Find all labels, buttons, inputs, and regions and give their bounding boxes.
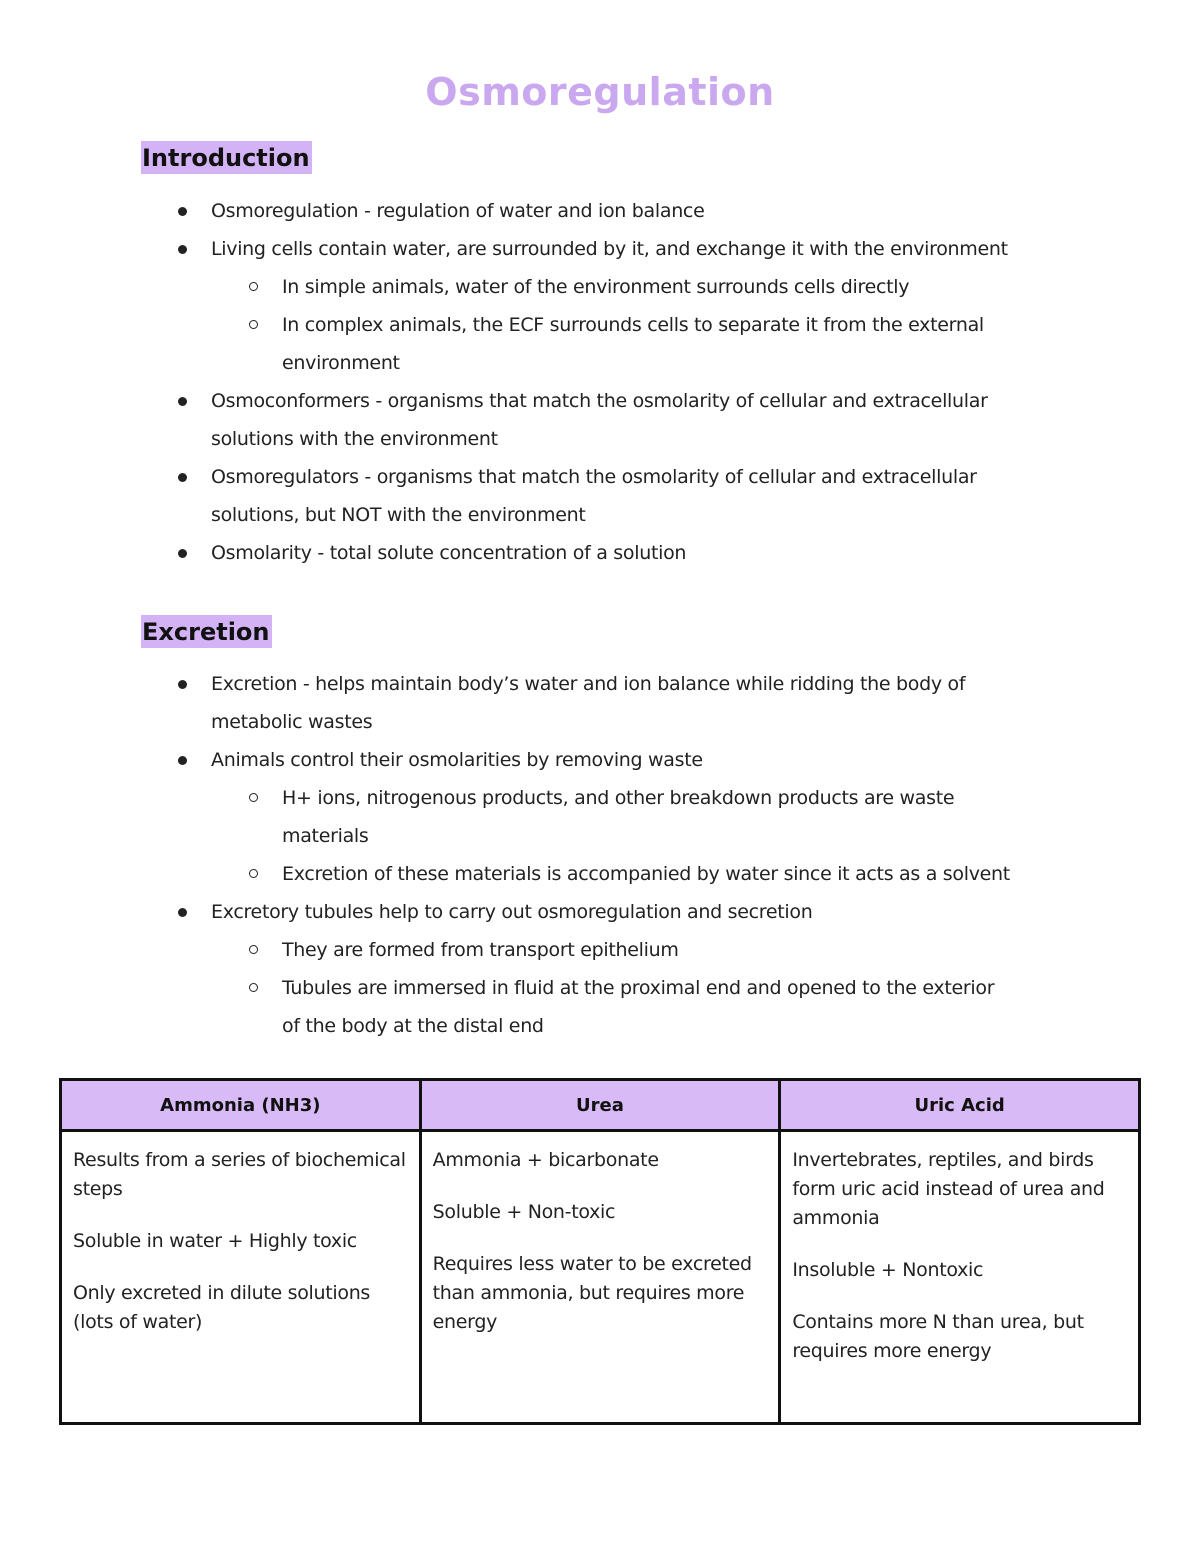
sub-list (211, 268, 1070, 382)
list-item-text: Osmolarity - total solute concentration of a solution (211, 542, 687, 564)
cell-paragraph: Requires less water to be excreted than ammonia, but requires more energy (432, 1253, 752, 1333)
bullet-icon (178, 207, 187, 216)
introduction-list (0, 192, 1200, 572)
sub-list-item-text: Excretion of these materials is accompanied by water since it acts as a solvent (282, 863, 1010, 885)
cell-paragraph: Soluble + Non-toxic (432, 1201, 616, 1223)
introduction-heading: Introduction (141, 141, 312, 174)
list-item (0, 192, 1200, 230)
table-header-urea: Urea (420, 1080, 780, 1131)
cell-paragraph: Contains more N than urea, but requires more energy (792, 1311, 1084, 1362)
sub-list-item-text: In complex animals, the ECF surrounds cells to separate it from the external (282, 314, 984, 336)
sub-list-item (211, 969, 1070, 1045)
list-item-text: Excretion - helps maintain body’s water and ion balance while ridding the body of (211, 673, 966, 695)
list-item-text: solutions with the environment (211, 428, 498, 450)
sub-list-item-text: In simple animals, water of the environment surrounds cells directly (282, 276, 910, 298)
list-item (0, 665, 1200, 741)
list-item (0, 741, 1200, 893)
hollow-bullet-icon (249, 869, 258, 878)
cell-paragraph: Invertebrates, reptiles, and birds form uric acid instead of urea and ammonia (792, 1149, 1105, 1229)
bullet-icon (178, 397, 187, 406)
sub-list-item-text: environment (282, 352, 400, 374)
list-item (0, 893, 1200, 1045)
list-item-text: Osmoregulation - regulation of water and ion balance (211, 200, 705, 222)
list-item-text: solutions, but NOT with the environment (211, 504, 586, 526)
nitrogenous-waste-table (59, 1078, 1141, 1425)
bullet-icon (178, 680, 187, 689)
table-row (61, 1131, 1140, 1424)
cell-paragraph: Ammonia + bicarbonate (432, 1149, 659, 1171)
excretion-heading: Excretion (141, 615, 272, 648)
excretion-list (0, 665, 1200, 1045)
list-item (0, 230, 1200, 382)
hollow-bullet-icon (249, 945, 258, 954)
list-item (0, 458, 1200, 534)
sub-list-item-text: Tubules are immersed in fluid at the proximal end and opened to the exterior (282, 977, 995, 999)
hollow-bullet-icon (249, 983, 258, 992)
list-item-text: Osmoregulators - organisms that match the osmolarity of cellular and extracellular (211, 466, 977, 488)
table-cell-ammonia (61, 1131, 421, 1424)
sub-list (211, 779, 1070, 893)
sub-list-item (211, 931, 1070, 969)
hollow-bullet-icon (249, 320, 258, 329)
bullet-icon (178, 473, 187, 482)
cell-paragraph: Soluble in water + Highly toxic (73, 1230, 357, 1252)
page-title: Osmoregulation (425, 70, 775, 114)
cell-paragraph: Insoluble + Nontoxic (792, 1259, 984, 1281)
hollow-bullet-icon (249, 793, 258, 802)
table-header-ammonia: Ammonia (NH3) (61, 1080, 421, 1131)
sub-list-item-text: of the body at the distal end (282, 1015, 544, 1037)
table-cell-uric-acid (780, 1131, 1140, 1424)
bullet-icon (178, 549, 187, 558)
sub-list-item (211, 855, 1070, 893)
list-item-text: Osmoconformers - organisms that match the osmolarity of cellular and extracellular (211, 390, 988, 412)
sub-list-item (211, 306, 1070, 382)
sub-list-item (211, 779, 1070, 855)
bullet-icon (178, 908, 187, 917)
table-header-uric-acid: Uric Acid (780, 1080, 1140, 1131)
hollow-bullet-icon (249, 282, 258, 291)
cell-paragraph: Only excreted in dilute solutions (lots of water) (73, 1282, 371, 1333)
sub-list-item-text: materials (282, 825, 369, 847)
list-item (0, 534, 1200, 572)
bullet-icon (178, 245, 187, 254)
list-item-text: Living cells contain water, are surrounded by it, and exchange it with the environment (211, 238, 1008, 260)
list-item-text: Excretory tubules help to carry out osmoregulation and secretion (211, 901, 813, 923)
sub-list (211, 931, 1070, 1045)
sub-list-item-text: H+ ions, nitrogenous products, and other breakdown products are waste (282, 787, 955, 809)
cell-paragraph: Results from a series of biochemical steps (73, 1149, 406, 1200)
sub-list-item (211, 268, 1070, 306)
list-item (0, 382, 1200, 458)
list-item-text: metabolic wastes (211, 711, 373, 733)
sub-list-item-text: They are formed from transport epithelium (282, 939, 679, 961)
table-header-row (61, 1080, 1140, 1131)
table-cell-urea (420, 1131, 780, 1424)
list-item-text: Animals control their osmolarities by removing waste (211, 749, 703, 771)
bullet-icon (178, 756, 187, 765)
